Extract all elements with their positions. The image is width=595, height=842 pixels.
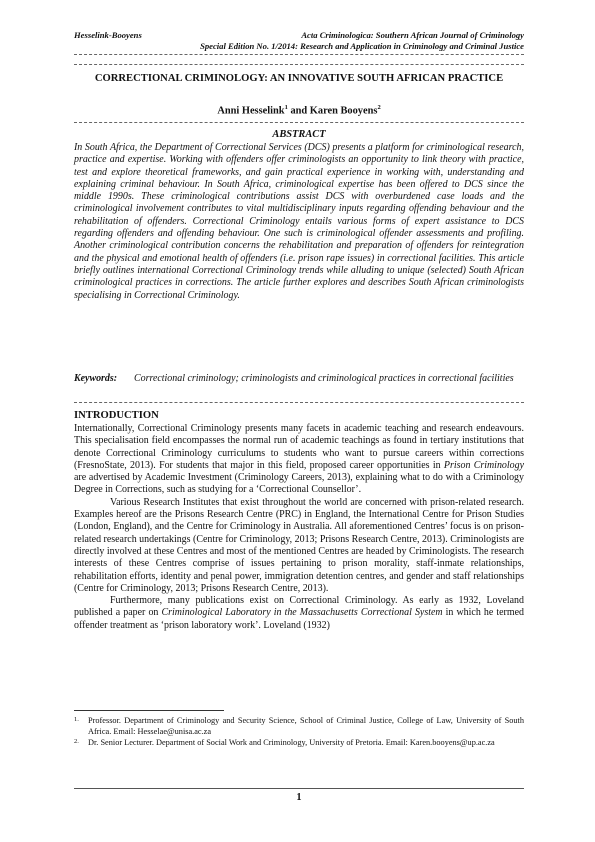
footnote-number: 2.	[74, 738, 79, 745]
intro-p3-text-b: in which he termed offender treatment as ‘prison laboratory work’. Loveland (1932)	[74, 607, 524, 631]
intro-paragraph-2: Various Research Institutes that exist throughout the world are concerned with prison-related research. Examples hereof are the Prisons Research Centre (PRC) in England, the International Centre for Prison Studies (London, England), and the Centre for Criminology in Australia. All aforementioned Centres’ focus is on prison-related research undertakings (Centre for Criminology, 2013; Prisons Research Centre, 2013). Criminologists are directly involved at these Centres and most of the mentioned Centres are headed by Criminologists. The research interests of these Centres comprise of issues pertaining to prison morality, staff-inmate relationships, rehabilitation efforts, identity and penal power, immigration detention centres, and gender and staff relationships (Centre for Criminology, 2013; Prisons Research Centre, 2013).	[74, 496, 524, 594]
running-header	[74, 30, 524, 51]
author-joiner: and	[287, 105, 310, 117]
header-divider-2	[74, 64, 524, 65]
author-line	[74, 104, 524, 116]
author-1-footnote-mark: 1	[284, 104, 288, 111]
header-edition: Special Edition No. 1/2014: Research and Application in Criminology and Criminal Justice	[200, 40, 524, 51]
author-2-footnote-mark: 2	[377, 104, 381, 111]
header-divider	[74, 54, 524, 55]
header-journal: Acta Criminologica: Southern African Journal of Criminology	[301, 30, 524, 40]
intro-p1-text-b: are advertised by Academic Investment (Criminology Careers, 2013), explaining what to do with a Criminology Degree in Corrections, such as studying for a ‘Correctional Counsellor’.	[74, 472, 524, 496]
footnote	[74, 738, 524, 749]
keywords-label: Keywords:	[74, 373, 118, 384]
footer-divider	[74, 788, 524, 789]
abstract-text: In South Africa, the Department of Correctional Services (DCS) presents a platform for criminological research, practice and expertise. Working with offenders offer criminologists an opportunity to link theory with practice, test and explore theoretical frameworks, and gain practical experience in working with, understanding and explaining criminal behaviour. In South Africa, criminological expertise has been offered to DCS since the middle 1990s. These criminological contributions assist DCS with overburdened case loads and the criminological involvement contributes to vital multidisciplinary inputs regarding offending behaviour and the rehabilitation of offenders. Correctional Criminology entails various forms of expert assistance to DCS regarding offenders and offending behaviour. One such is criminological offender assessments and profiling. Another criminological contribution concerns the rehabilitation and preparation of offenders for reintegration and the physical and emotional health of offenders (i.e. prison rape issues) in correctional facilities. This article briefly outlines international Correctional Criminology trends while alluding to unique (selected) South African criminological practices in corrections. The article further explores and describes South African criminologists specialising in Correctional Criminology.	[74, 142, 524, 301]
footnote-text: Dr. Senior Lecturer. Department of Social Work and Criminology, University of Pretoria. Email: Karen.booyens@up.ac.za	[88, 738, 495, 747]
author-1: Anni Hesselink	[217, 105, 285, 117]
intro-paragraph-3	[74, 595, 524, 632]
introduction-body	[74, 423, 524, 632]
paper-title: CORRECTIONAL CRIMINOLOGY: AN INNOVATIVE SOUTH AFRICAN PRACTICE	[94, 73, 504, 84]
author-2: Karen Booyens	[309, 105, 378, 117]
footnote-number: 1.	[74, 716, 79, 723]
footnote-text: Professor. Department of Criminology and Security Science, School of Criminal Justice, College of Law, University of South Africa. Email: Hesselae@unisa.ac.za	[88, 716, 524, 736]
footnote	[74, 716, 524, 737]
header-author: Hesselink-Booyens	[74, 30, 142, 40]
intro-p3-italic: Criminological Laboratory in the Massachusetts Correctional System	[161, 607, 443, 619]
intro-p1-text-a: Internationally, Correctional Criminology presents many facets in academic teaching and research endeavours. This specialisation field encompasses the normal run of academic teachings as found in tertiary institutions that denote Correctional Criminology curriculums to students who want to pursue careers within corrections (FresnoState, 2013). For students that major in this field, proposed career opportunities in	[74, 423, 524, 471]
introduction-heading: INTRODUCTION	[74, 410, 159, 421]
page-number: 1	[296, 792, 302, 803]
intro-p1-italic: Prison Criminology	[443, 459, 524, 471]
keywords-text: Correctional criminology; criminologists and criminological practices in correctional facilities	[134, 373, 514, 384]
intro-p3-text-a: Furthermore, many publications exist on Correctional Criminology. As early as 1932, Loveland published a paper on	[74, 595, 524, 619]
authors-divider	[74, 122, 524, 123]
footnotes	[74, 716, 524, 750]
keywords	[74, 373, 524, 385]
intro-paragraph-1	[74, 423, 524, 497]
keywords-divider	[74, 402, 524, 403]
abstract-heading: ABSTRACT	[272, 129, 326, 140]
footnote-separator	[74, 710, 224, 711]
